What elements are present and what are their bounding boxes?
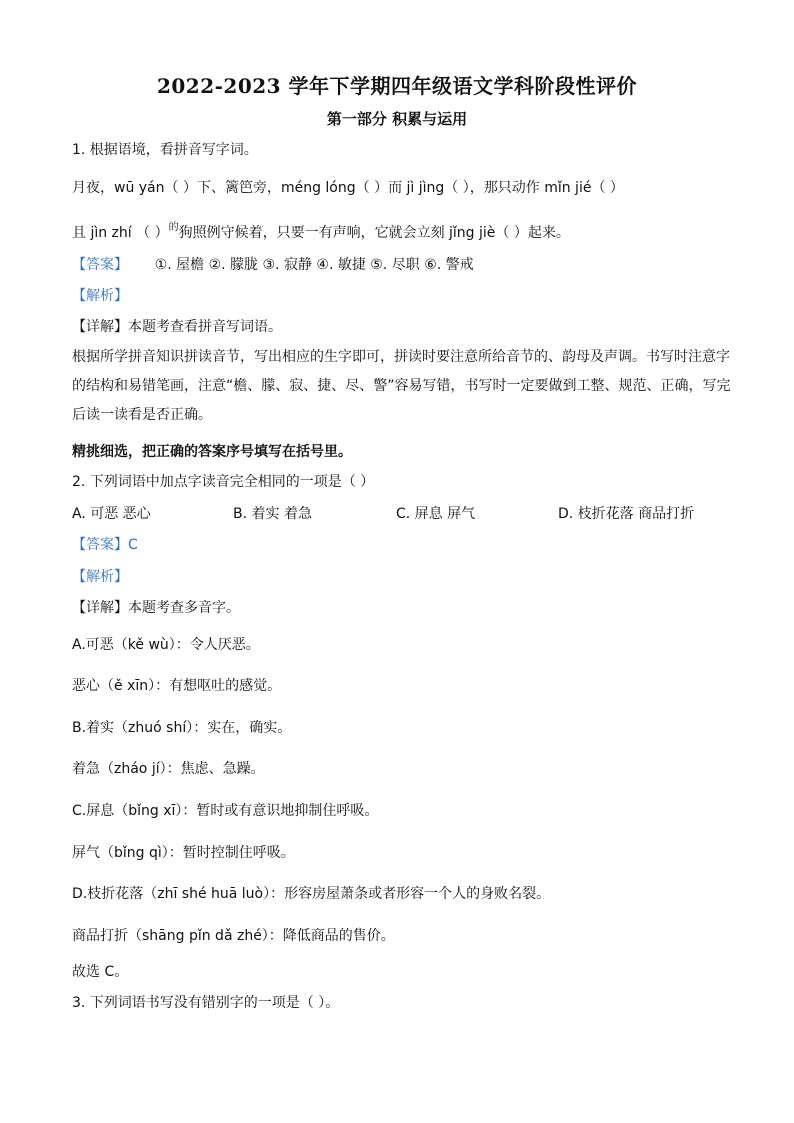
q2-option-c: C. 屏息 屏气 <box>396 506 476 522</box>
q2-item: 商品打折（shāng pǐn dǎ zhé）：降低商品的售价。 <box>72 928 395 944</box>
q1-explanation: 根据所学拼音知识拼读音节，写出相应的生字即可，拼读时要注意所给音节的、韵母及声调。书写时注意字的结构和易错笔画，注意“檐、朦、寂、捷、尽、警”容易写错，书写时一定要做到工整、规范、正确，写完后读一读看是否正确。 <box>72 349 731 423</box>
q1-line2-sup: 的 <box>168 222 179 233</box>
analysis-label: 【解析】 <box>72 288 128 304</box>
q2-item: D.枝折花落（zhī shé huā luò）：形容房屋萧条或者形容一个人的身败名裂。 <box>72 886 551 902</box>
q2-answer: 【答案】C <box>72 537 138 553</box>
q2-item: A.可恶（kě wù）：令人厌恶。 <box>72 637 260 653</box>
section-title: 第一部分 积累与运用 <box>326 110 468 128</box>
q1-line2 <box>72 218 732 243</box>
page-title: 2022-2023 学年下学期四年级语文学科阶段性评价 <box>156 74 638 98</box>
answer-label: 【答案】 <box>72 257 128 273</box>
q2-analysis-label: 【解析】 <box>72 569 128 585</box>
q3-stem: 3. 下列词语书写没有错别字的一项是（ ）。 <box>72 995 340 1011</box>
q2-item: 恶心（ě xīn）：有想呕吐的感觉。 <box>72 678 282 694</box>
q1-line1: 月夜，wū yán（ ）下、篱笆旁，méng lóng（ ）而 jì jìng（ ），那只动作 mǐn jié（ ） <box>72 180 624 196</box>
q2-option-a: A. 可恶 恶心 <box>72 506 151 522</box>
q1-line2-a: 且 jìn zhí （ ） <box>72 225 169 241</box>
q2-item: C.屏息（bǐng xī）：暂时或有意识地抑制住呼吸。 <box>72 803 379 819</box>
q1-answer <box>72 255 732 275</box>
q2-item: B.着实（zhuó shí）：实在，确实。 <box>72 720 292 736</box>
q2-stem: 2. 下列词语中加点字读音完全相同的一项是（ ） <box>72 474 375 490</box>
q1-detail: 【详解】本题考查看拼音写词语。 <box>72 319 282 335</box>
q1-stem: 1. 根据语境，看拼音写字词。 <box>72 142 258 158</box>
q2-option-b: B. 着实 着急 <box>233 506 312 522</box>
q2-detail: 【详解】本题考查多音字。 <box>72 600 240 616</box>
q2-item: 着急（zháo jí）：焦虑、急躁。 <box>72 761 265 777</box>
q2-item: 屏气（bǐng qì）：暂时控制住呼吸。 <box>72 845 295 861</box>
q1-line2-b: 狗照例守候着，只要一有声响，它就会立刻 jǐng jiè（ ）起来。 <box>178 225 570 241</box>
section2-title: 精挑细选，把正确的答案序号填写在括号里。 <box>72 444 352 460</box>
q2-option-d: D. 枝折花落 商品打折 <box>558 506 695 522</box>
q2-conclusion: 故选 C。 <box>72 964 129 980</box>
answer-list: ①. 屋檐 ②. 朦胧 ③. 寂静 ④. 敏捷 ⑤. 尽职 ⑥. 警戒 <box>154 257 474 273</box>
